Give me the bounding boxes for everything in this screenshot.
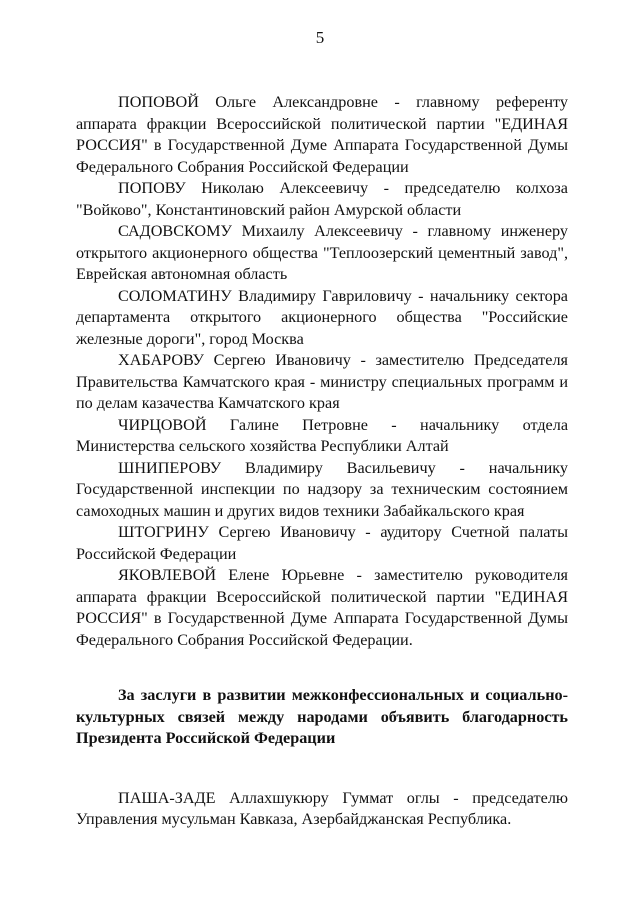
award-entry: ПОПОВОЙ Ольге Александровне - главному референту аппарата фракции Всероссийской политической партии "ЕДИНАЯ РОССИЯ" в Государственной Думе Аппарата Государственной Думы Федерального Собрания Российской Федерации	[76, 93, 568, 176]
award-entry: ПАША-ЗАДЕ Аллахшукюру Гуммат оглы - председателю Управления мусульман Кавказа, Азербайджанская Республика.	[76, 788, 568, 828]
award-entry: ШТОГРИНУ Сергею Ивановичу - аудитору Счетной палаты Российской Федерации	[76, 523, 568, 563]
award-entry: СОЛОМАТИНУ Владимиру Гавриловичу - начальнику сектора департамента открытого акционерного общества "Российские железные дороги", город Москва	[76, 286, 568, 348]
award-entry: ЯКОВЛЕВОЙ Елене Юрьевне - заместителю руководителя аппарата фракции Всероссийской политической партии "ЕДИНАЯ РОССИЯ" в Государственной Думе Аппарата Государственной Думы Федерального Собрания Российской Федерации.	[76, 566, 568, 649]
award-entry: САДОВСКОМУ Михаилу Алексеевичу - главному инженеру открытого акционерного общества "Теплоозерский цементный завод", Еврейская автономная область	[76, 222, 568, 283]
award-entry: ХАБАРОВУ Сергею Ивановичу - заместителю Председателя Правительства Камчатского края - министру специальных программ и по делам казачества Камчатского края	[76, 351, 568, 412]
page-number: 5	[315, 28, 325, 47]
award-entry: ЧИРЦОВОЙ Галине Петровне - начальнику отдела Министерства сельского хозяйства Республики Алтай	[76, 415, 568, 455]
award-entry: ПОПОВУ Николаю Алексеевичу - председателю колхоза "Войково", Константиновский район Амурской области	[76, 179, 568, 219]
document-body	[76, 92, 568, 831]
section-spacer	[76, 750, 568, 788]
award-entry: ШНИПЕРОВУ Владимиру Васильевичу - начальнику Государственной инспекции по надзору за техническим состоянием самоходных машин и других видов техники Забайкальского края	[76, 458, 568, 520]
section-heading: За заслуги в развитии межконфессиональных и социально-культурных связей между народами объявить благодарность Президента Российской Федерации	[76, 686, 568, 747]
